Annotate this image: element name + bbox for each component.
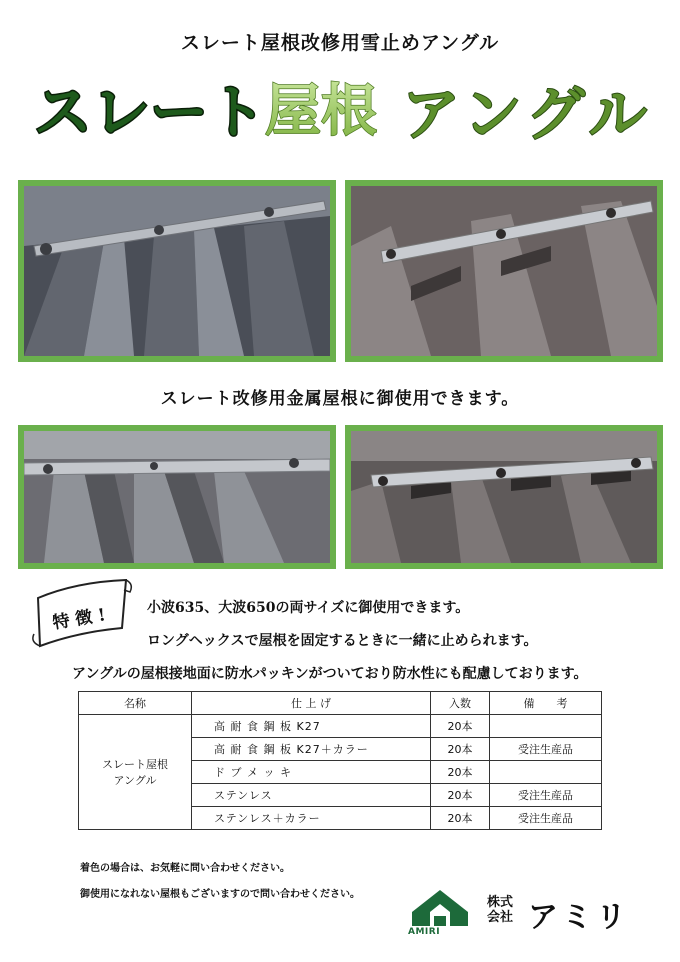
- header-finish: 仕 上 げ: [192, 692, 431, 715]
- note-cell: 受注生産品: [490, 738, 602, 761]
- title-part-3: アングル: [402, 80, 653, 148]
- note-coloring: 着色の場合は、お気軽に問い合わせください。: [80, 863, 290, 874]
- feature-1: 小波635、大波650の両サイズに御使用できます。: [147, 600, 470, 616]
- features-badge: [26, 576, 136, 650]
- finish-cell: ド ブ メ ッ キ: [192, 761, 431, 784]
- qty-cell: 20本: [431, 761, 490, 784]
- qty-cell: 20本: [431, 807, 490, 830]
- feature-2: ロングヘックスで屋根を固定するときに一緒に止められます。: [147, 633, 538, 649]
- finish-cell: ステンレス: [192, 784, 431, 807]
- note-cell: [490, 715, 602, 738]
- note-cell: 受注生産品: [490, 807, 602, 830]
- roof-photo-4: [345, 425, 663, 569]
- finish-cell: 高 耐 食 鋼 板 K27＋カラー: [192, 738, 431, 761]
- feature-3: アングルの屋根接地面に防水パッキンがついており防水性にも配慮しております。: [72, 666, 588, 682]
- main-title: [30, 66, 660, 156]
- company-type: 株式 会社: [487, 895, 514, 925]
- note-cell: [490, 761, 602, 784]
- logo-word: AMIRI: [408, 927, 441, 937]
- finish-cell: ステンレス＋カラー: [192, 807, 431, 830]
- spec-table: [78, 691, 602, 830]
- qty-cell: 20本: [431, 784, 490, 807]
- roof-photo-1: [18, 180, 336, 362]
- title-part-2: 屋根: [265, 78, 377, 144]
- header-note: 備 考: [490, 692, 602, 715]
- table-row: [79, 715, 602, 738]
- qty-cell: 20本: [431, 738, 490, 761]
- title-part-1: スレート: [34, 78, 267, 146]
- product-name-cell: スレート屋根 アングル: [79, 715, 192, 830]
- subtitle: スレート屋根改修用雪止めアングル: [180, 32, 500, 54]
- header-qty: 入数: [431, 692, 490, 715]
- note-cell: 受注生産品: [490, 784, 602, 807]
- finish-cell: 高 耐 食 鋼 板 K27: [192, 715, 431, 738]
- usage-caption: スレート改修用金属屋根に御使用できます。: [160, 389, 520, 409]
- qty-cell: 20本: [431, 715, 490, 738]
- badge-text: 特 徴 !: [51, 605, 108, 634]
- roof-photo-2: [345, 180, 663, 362]
- roof-photo-3: [18, 425, 336, 569]
- company-name: アミリ: [528, 900, 630, 935]
- table-header-row: [79, 692, 602, 715]
- header-name: 名称: [79, 692, 192, 715]
- note-compatibility: 御使用になれない屋根もございますので問い合わせください。: [80, 889, 360, 900]
